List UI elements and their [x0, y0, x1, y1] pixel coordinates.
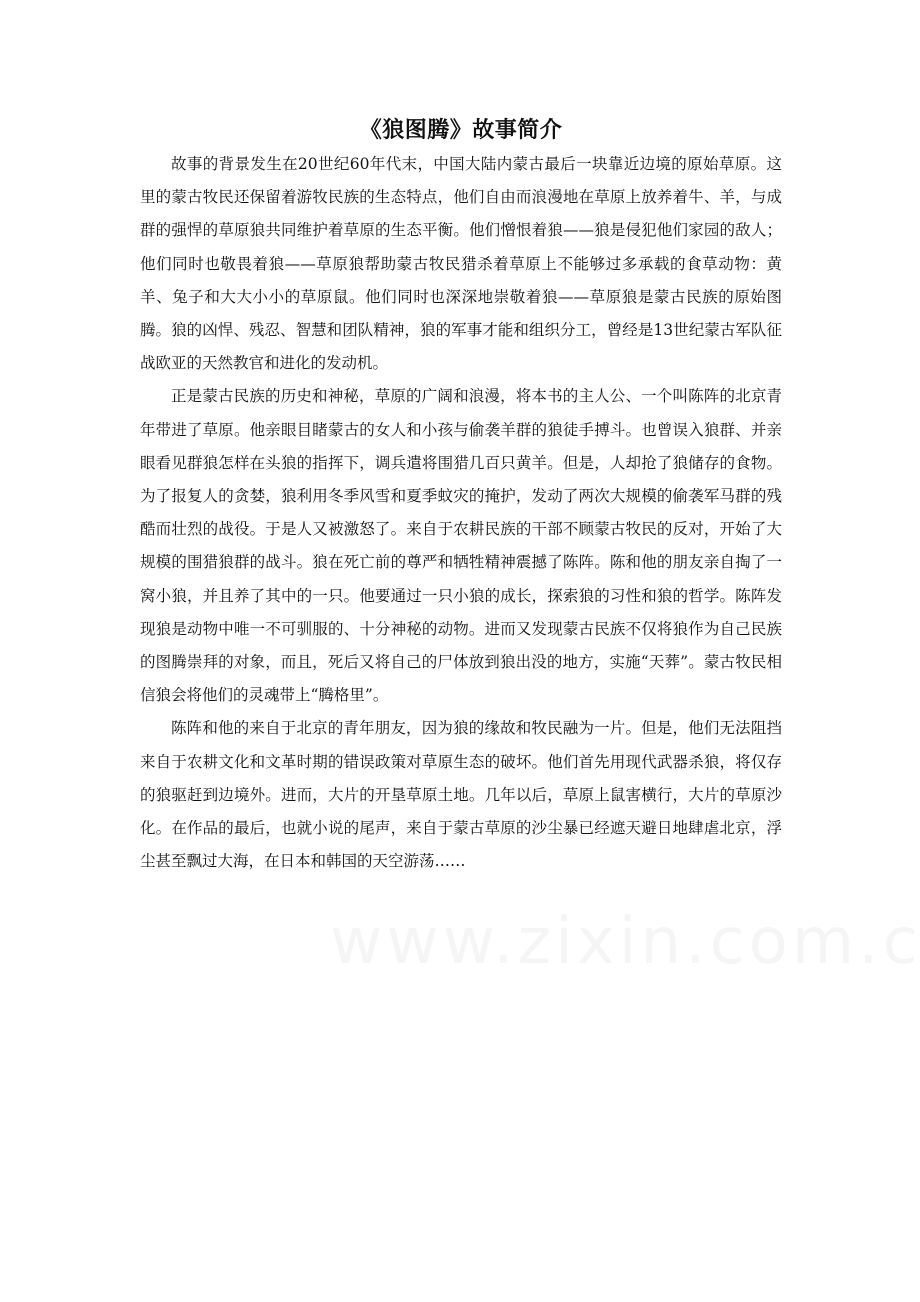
watermark: [330, 905, 730, 979]
document-content: [140, 112, 782, 878]
paragraph-ending: 陈阵和他的来自于北京的青年朋友，因为狼的缘故和牧民融为一片。但是，他们无法阻挡来自于农耕文化和文革时期的错误政策对草原生态的破坏。他们首先用现代武器杀狼，将仅存的狼驱赶到边境外。进而，大片的开垦草原土地。几年以后，草原上鼠害横行，大片的草原沙化。在作品的最后，也就小说的尾声，来自于蒙古草原的沙尘暴已经遮天避日地肆虐北京，浮尘甚至飘过大海，在日本和韩国的天空游荡……: [140, 719, 782, 871]
paragraph-background: 故事的背景发生在20世纪60年代末，中国大陆内蒙古最后一块靠近边境的原始草原。这里的蒙古牧民还保留着游牧民族的生态特点，他们自由而浪漫地在草原上放养着牛、羊，与成群的强悍的草原狼共同维护着草原的生态平衡。他们憎恨着狼——狼是侵犯他们家园的敌人；他们同时也敬畏着狼——草原狼帮助蒙古牧民猎杀着草原上不能够过多承载的食草动物：黄羊、兔子和大大小小的草原鼠。他们同时也深深地崇敬着狼——草原狼是蒙古民族的原始图腾。狼的凶悍、残忍、智慧和团队精神，狼的军事才能和组织分工，曾经是13世纪蒙古军队征战欧亚的天然教官和进化的发动机。: [140, 155, 782, 373]
document-title: 《狼图腾》故事简介: [359, 117, 563, 143]
paragraph-story: 正是蒙古民族的历史和神秘，草原的广阔和浪漫，将本书的主人公、一个叫陈阵的北京青年带进了草原。他亲眼目睹蒙古的女人和小孩与偷袭羊群的狼徒手搏斗。也曾误入狼群、并亲眼看见群狼怎样在头狼的指挥下，调兵遣将围猎几百只黄羊。但是，人却抢了狼储存的食物。为了报复人的贪婪，狼利用冬季风雪和夏季蚊灾的掩护，发动了两次大规模的偷袭军马群的残酷而壮烈的战役。于是人又被激怒了。来自于农耕民族的干部不顾蒙古牧民的反对，开始了大规模的围猎狼群的战斗。狼在死亡前的尊严和牺牲精神震撼了陈阵。陈和他的朋友亲自掏了一窝小狼，并且养了其中的一只。他要通过一只小狼的成长，探索狼的习性和狼的哲学。陈阵发现狼是动物中唯一不可驯服的、十分神秘的动物。进而又发现蒙古民族不仅将狼作为自己民族的图腾崇拜的对象，而且，死后又将自己的尸体放到狼出没的地方，实施“天葬”。蒙古牧民相信狼会将他们的灵魂带上“腾格里”。: [140, 387, 782, 705]
